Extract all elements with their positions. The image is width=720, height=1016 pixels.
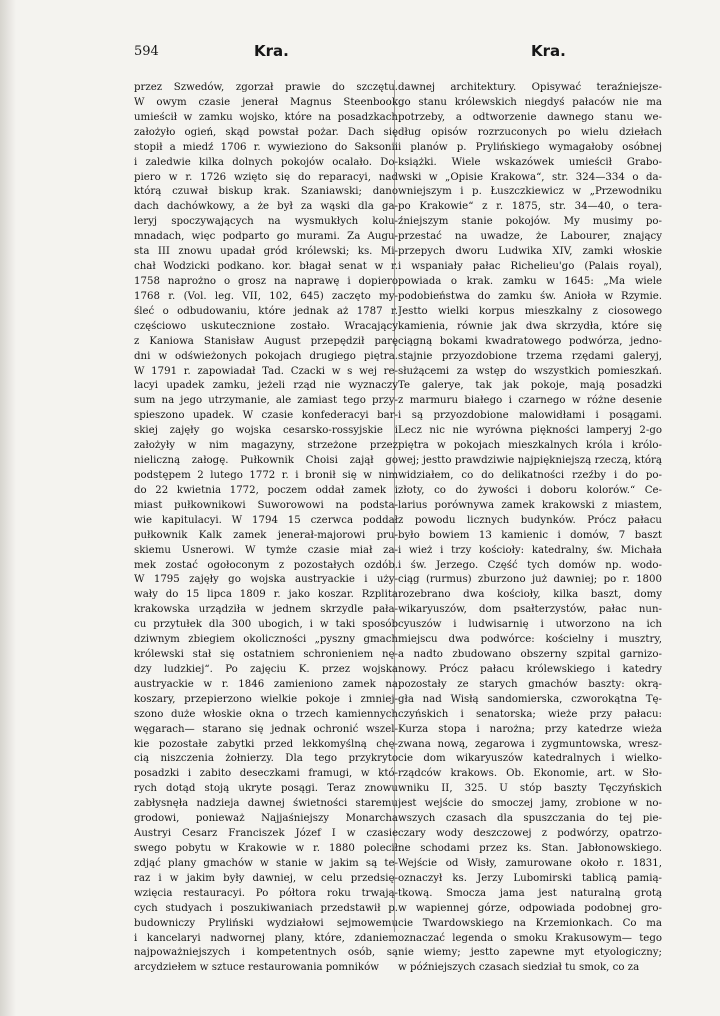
right-column-line: dług opisów rozrzuconych po wielu dziełach (398, 126, 662, 138)
left-column-line: królewski stał się ostatniem schronieniem nę- (134, 649, 398, 661)
left-column-line: piero w r. 1726 wzięto się do reparacyi, nad (134, 171, 398, 183)
right-column-line: Lecz nic nie wyrówna piękności lamperyj 2-go (398, 425, 662, 437)
page-number: 594 (134, 44, 159, 59)
right-column-line: i są przyozdobione malowidłami i posągami. (398, 410, 662, 422)
right-column-line: w wapiennej górze, odpowiada podobnej gro- (398, 902, 662, 914)
right-column-line: ciągną bokami kwadratowego podwórza, jedno- (398, 335, 662, 347)
left-text-column (134, 81, 398, 976)
right-column-line: Jestto wielki korpus mieszkalny z ciosowego (398, 305, 662, 317)
left-column-line: sum na jego utrzymanie, ale zamiast tego przy- (134, 395, 398, 407)
left-column-line: dach dachówkowy, a że był za wąski dla ga- (134, 201, 398, 213)
right-column-line: wniku II, 325. U stóp baszty Tęczyńskich (398, 783, 662, 795)
left-column-line: dziwnym zbiegiem okoliczności „pyszny gmach (134, 634, 398, 646)
right-column-line: ne schodami przez ks. Stan. Jabłonowskiego. (398, 843, 662, 855)
right-column-line: miejscu dwa podwórce: kościelny i musztry, (398, 634, 662, 646)
left-column-line: Austryi Cesarz Franciszek Józef I w czasie (134, 828, 398, 840)
right-column-line: gła nad Wisłą sandomierska, czworokątna Tę- (398, 693, 662, 705)
right-column-line: podobieństwa do zamku św. Anioła w Rzymie. (398, 290, 662, 302)
right-column-line: wszych czasach dla spuszczania do tej pie- (398, 813, 662, 825)
right-column-line: tkową. Smocza jama jest naturalną grotą (398, 887, 662, 899)
left-column-line: pułkownik Kalk zamek jenerał-majorowi pru- (134, 529, 398, 541)
right-column-line: nie wiemy; jestto zapewne myt etyologiczny; (398, 947, 662, 959)
left-column-line: którą czuwał biskup krak. Szaniawski; dano (134, 186, 398, 198)
left-column-line: cych studyach i poszukiwaniach przedstawił p. (134, 902, 398, 914)
left-column-line: wały do 15 lipca 1809 r. jako koszar. Rzplita (134, 589, 398, 601)
left-column-line: W 1791 r. zapowiadał Tad. Czacki w s wej re- (134, 365, 398, 377)
right-column-line: przepych dworu Ludwika XIV, zamki włoskie (398, 246, 662, 258)
right-column-heading: Kra. (531, 42, 566, 60)
right-column-line: wski w „Opisie Krakowa“, str. 324—334 o da- (398, 171, 662, 183)
left-column-line: i zaledwie kilka dolnych pokojów ocalało. Do- (134, 156, 398, 168)
left-column-line: chał Wodzicki podkano. kor. błagał senat w r. (134, 261, 398, 273)
running-head (134, 44, 690, 66)
left-column-line: mnadach, więc podparto go murami. Za Augu- (134, 231, 398, 243)
right-column-line: kamienia, równie jak dwa skrzydła, które się (398, 320, 662, 332)
right-column-line: rządców krakows. Ob. Ekonomie, art. w Sło- (398, 768, 662, 780)
left-column-line: zdjąć plany gmachów w stanie w jakim są te- (134, 857, 398, 869)
left-column-line: założyło ogień, skąd powstał pożar. Dach się (134, 126, 398, 138)
left-column-line: posadzki i zabito deseczkami framugi, w któ- (134, 768, 398, 780)
left-column-line: lacyi upadek zamku, jeżeli rząd nie wyznaczy (134, 380, 398, 392)
left-column-line: miast pułkownikowi Suworowowi na podsta- (134, 499, 398, 511)
right-column-line: czary wody deszczowej z podwórzy, opatrzo- (398, 828, 662, 840)
right-column-line: rozebrano dwa kościoły, kilka baszt, domy (398, 589, 662, 601)
left-column-line: arcydziełem w sztuce restaurowania pomników (134, 962, 379, 974)
left-column-line: zabłysnęła nadzieja dawnej świetności staremu (134, 798, 398, 810)
left-column-heading: Kra. (254, 42, 289, 60)
right-column-line: i wspaniały pałac Richelieu'go (Palais royal), (398, 261, 662, 273)
right-column-line: książki. Wiele wskazówek umieścił Grabo- (398, 156, 662, 168)
left-column-line: przez Szwedów, zgorzał prawie do szczętu. (134, 82, 398, 93)
left-column-line: W owym czasie jenerał Magnus Steenbook (134, 96, 398, 108)
left-column-line: budowniczy Pryliński wydziałowi sejmowemu (134, 917, 398, 929)
left-column-line: krakowska urządziła w jednem skrzydle pała- (134, 604, 398, 616)
left-column-line: dni w odświeżonych pokojach drugiego piętra. (134, 350, 398, 362)
right-column-line: larius porównywa zamek krakowski z miastem, (398, 499, 662, 511)
right-column-line: w późniejszych czasach siedział tu smok, co za (398, 962, 640, 974)
left-column-line: skiemu Usnerowi. W tymże czasie miał za- (134, 544, 398, 556)
right-column-line: widziałem, co do delikatności rzeźby i do po- (398, 469, 662, 481)
left-column-line: 1758 naprożno o grosz na naprawę i dopiero (134, 275, 398, 287)
right-column-line: cie dom wikaryuszów katedralnych i wielko- (398, 753, 662, 765)
left-column-line: koszary, przepierzono wielkie pokoje i zmniej- (134, 693, 398, 705)
right-column-line: Kurza stopa i narożna; przy katedrze wieża (398, 723, 662, 735)
right-column-line: z powodu licznych budynków. Prócz pałacu (398, 514, 662, 526)
left-column-line: sta III znowu upadał gród królewski; ks. Mi- (134, 246, 398, 258)
right-column-line: zwana nową, zegarowa i zygmuntowska, wresz- (398, 738, 662, 750)
right-column-line: służącemi za wstęp do wszystkich pomieszkań. (398, 365, 662, 377)
left-column-line: węgarach— starano się jednak ochronić wszel- (134, 723, 398, 735)
left-column-line: skiej zajęły go wojska cesarsko-rossyjskie i (134, 425, 398, 437)
right-column-line: nowy. Prócz pałacu królewskiego i katedry (398, 663, 662, 675)
right-column-line: cie Twardowskiego na Krzemionkach. Co ma (398, 917, 662, 929)
left-column-line: grodowi, ponieważ Najjaśniejszy Monarcha (134, 813, 398, 825)
right-column-line: wikaryuszów, dom psałterzystów, pałac nun- (398, 604, 662, 616)
right-column-line: potrzeby, a odtworzenie dawnego stanu we- (398, 111, 662, 123)
left-column-line: umieścił w zamku wojsko, które na posadzkach (134, 111, 398, 123)
right-column-line: stajnie przyozdobione trzema rzędami galeryj, (398, 350, 662, 362)
left-column-line: stopił a miedź 1706 r. wywieziono do Saksonii (134, 141, 398, 153)
right-column-line: wej; jestto prawdziwie najpiękniejszą rzeczą, którą (398, 455, 662, 467)
right-column-line: pozostały ze starych gmachów baszty: okrą- (398, 678, 662, 690)
right-column-line: i św. Jerzego. Część tych domów np. wodo- (398, 559, 662, 571)
left-column-line: austryackie w r. 1846 zamieniono zamek na (134, 678, 398, 690)
right-column-line: powiada o krak. zamku w 1645: „Ma wiele (398, 275, 662, 287)
right-column-line: ciąg (rurmus) zburzono już dawniej; po r. 1800 (398, 574, 662, 586)
right-column-line: piętra w pokojach mieszkalnych króla i królo- (398, 440, 662, 452)
right-column-line: było bowiem 13 kamienic i domów, 7 baszt (398, 529, 662, 541)
left-column-line: założyły w nim magazyny, strzeżone przez (134, 440, 398, 452)
left-column-line: spieszono upadek. W czasie konfederacyi bar- (134, 410, 398, 422)
left-column-line: swego pobytu w Krakowie w r. 1880 polecił (134, 843, 398, 855)
left-column-line: podstępem 2 lutego 1772 r. i bronił się w nim (134, 469, 398, 481)
right-column-line: wniejszym i p. Łuszczkiewicz w „Przewodniku (398, 186, 662, 198)
left-column-line: rych dotąd stoją ukryte posągi. Teraz znowu (134, 783, 398, 795)
right-column-line: i wież i trzy kościoły: katedralny, św. Michała (398, 544, 662, 556)
left-column-line: nieliczną załogę. Pułkownik Choisi zajął go (134, 455, 398, 467)
right-column-line: oznaczać legenda o smoku Krakusowym— tego (398, 932, 662, 944)
right-column-line: złoty, co do żywości i doboru kolorów.“ Ce- (398, 484, 662, 496)
right-column-line: czyńskich i senatorska; wieże przy pałacu: (398, 708, 662, 720)
right-column-line: go stanu królewskich niegdyś pałaców nie ma (398, 96, 662, 108)
left-column-line: leryj spoczywających na wysmukłych kolu- (134, 216, 398, 228)
right-column-line: przestać na uwadze, że Labourer, znający (398, 231, 662, 243)
right-column-line: i planów p. Prylińskiego wymagałoby osóbnej (398, 141, 662, 153)
right-column-line: Te galerye, tak jak pokoje, mają posadzki (398, 380, 662, 392)
left-column-line: raz i w jakim były dawniej, w celu przedsię- (134, 872, 398, 884)
right-column-line: z marmuru białego i czarnego w różne desenie (398, 395, 662, 407)
left-column-line: najpoważniejszych i kompetentnych osób, są (134, 947, 398, 959)
left-column-line: do 22 kwietnia 1772, poczem oddał zamek i (134, 484, 398, 496)
left-column-line: mek zostać ogołoconym z pozostałych ozdób. (134, 559, 398, 571)
scan-margin-shadow (0, 0, 16, 1016)
left-column-line: cu przytułek dla 300 ubogich, i w taki sposób (134, 619, 398, 631)
right-column-line: dawnej architektury. Opisywać teraźniejsze- (398, 82, 662, 93)
left-column-line: częściowo uskutecznione zostało. Wracający (134, 320, 398, 332)
right-column-line: Wejście od Wisły, zamurowane około r. 1831, (398, 857, 662, 869)
left-column-line: kie pozostałe zabytki przed lekkomyślną chę- (134, 738, 398, 750)
right-column-line: a nadto zbudowano obszerny szpital garnizo- (398, 649, 662, 661)
left-column-line: śleć o odbudowaniu, które jednak aż 1787 r. (134, 305, 398, 317)
right-column-line: oznaczył ks. Jerzy Lubomirski tablicą pamią- (398, 872, 662, 884)
right-column-line: po Krakowie“ z r. 1875, str. 34—40, o tera- (398, 201, 662, 213)
left-column-line: cią niszczenia żołnierzy. Dla tego przykryto (134, 753, 398, 765)
left-column-line: wie kapitulacyi. W 1794 15 czerwca poddał (134, 514, 398, 526)
left-column-line: szono duże włoskie okna o trzech kamiennych (134, 708, 398, 720)
right-column-line: jest wejście do smoczej jamy, zrobione w no- (398, 798, 662, 810)
left-column-line: 1768 r. (Vol. leg. VII, 102, 645) zaczęto my- (134, 290, 398, 302)
left-column-line: dzy ludzkiej“. Po zajęciu K. przez wojska (134, 663, 398, 675)
right-column-line: cyuszów i ludwisarnię i utworzono na ich (398, 619, 662, 631)
left-column-line: z Kaniowa Stanisław August przepędził parę (134, 335, 398, 347)
left-column-line: i kancelaryi nadwornej plany, które, zdaniem (134, 932, 398, 944)
right-column-line: źniejszym stanie pokojów. My musimy po- (398, 216, 662, 228)
right-text-column (398, 81, 662, 976)
left-column-line: wzięcia restauracyi. Po półtora roku trwają- (134, 887, 398, 899)
left-column-line: W 1795 zajęły go wojska austryackie i uży- (134, 574, 398, 586)
